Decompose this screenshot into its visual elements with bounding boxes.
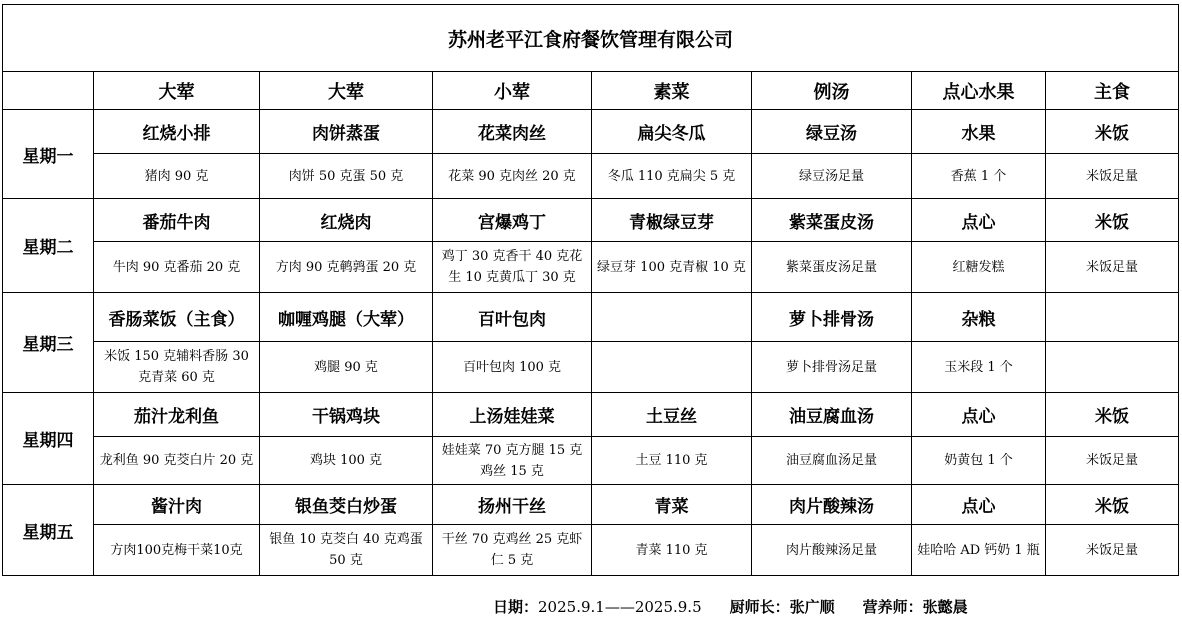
- ingredient-cell: 红糖发糕: [912, 242, 1046, 293]
- dish-cell: 银鱼茭白炒蛋: [260, 485, 433, 525]
- ingredient-cell: 青菜 110 克: [592, 525, 752, 576]
- dish-cell: 青菜: [592, 485, 752, 525]
- ingredient-cell: [592, 342, 752, 393]
- menu-footer: [493, 596, 996, 617]
- dish-cell: 宫爆鸡丁: [433, 199, 592, 242]
- ingredient-cell: 米饭足量: [1046, 525, 1179, 576]
- nutritionist-info: 营养师：张懿晨: [862, 598, 968, 616]
- dish-cell: 上汤娃娃菜: [433, 393, 592, 437]
- ingredient-cell: 牛肉 90 克番茄 20 克: [94, 242, 260, 293]
- dish-cell: 萝卜排骨汤: [752, 293, 912, 342]
- day-label: 星期五: [3, 485, 94, 576]
- dish-cell: 点心: [912, 485, 1046, 525]
- dish-cell: 百叶包肉: [433, 293, 592, 342]
- ingredient-cell: 油豆腐血汤足量: [752, 437, 912, 485]
- dish-cell: 肉片酸辣汤: [752, 485, 912, 525]
- day-label: 星期四: [3, 393, 94, 485]
- dish-cell: 番茄牛肉: [94, 199, 260, 242]
- dish-cell: 土豆丝: [592, 393, 752, 437]
- ingredient-cell: 百叶包肉 100 克: [433, 342, 592, 393]
- dish-cell: 咖喱鸡腿（大荤）: [260, 293, 433, 342]
- ingredient-cell: 干丝 70 克鸡丝 25 克虾仁 5 克: [433, 525, 592, 576]
- dish-cell: 杂粮: [912, 293, 1046, 342]
- dish-cell: 花菜肉丝: [433, 110, 592, 154]
- column-header: 大荤: [260, 72, 433, 110]
- ingredient-cell: 肉片酸辣汤足量: [752, 525, 912, 576]
- day-label: 星期一: [3, 110, 94, 199]
- weekly-menu-table: [2, 4, 1179, 576]
- header-corner: [3, 72, 94, 110]
- ingredient-cell: 米饭足量: [1046, 154, 1179, 199]
- day-ingredient-row: [3, 342, 1179, 393]
- ingredient-cell: 米饭足量: [1046, 437, 1179, 485]
- ingredient-cell: 鸡腿 90 克: [260, 342, 433, 393]
- date-value: 2025.9.1——2025.9.5: [538, 598, 702, 616]
- menu-title: 苏州老平江食府餐饮管理有限公司: [3, 5, 1179, 72]
- ingredient-cell: 紫菜蛋皮汤足量: [752, 242, 912, 293]
- ingredient-cell: 肉饼 50 克蛋 50 克: [260, 154, 433, 199]
- ingredient-cell: 玉米段 1 个: [912, 342, 1046, 393]
- day-label: 星期二: [3, 199, 94, 293]
- dish-cell: 扬州干丝: [433, 485, 592, 525]
- ingredient-cell: 猪肉 90 克: [94, 154, 260, 199]
- dish-cell: 青椒绿豆芽: [592, 199, 752, 242]
- dish-cell: 绿豆汤: [752, 110, 912, 154]
- column-header: 小荤: [433, 72, 592, 110]
- dish-cell: 水果: [912, 110, 1046, 154]
- ingredient-cell: [1046, 342, 1179, 393]
- chef-info: 厨师长：张广顺: [729, 598, 835, 616]
- day-ingredient-row: [3, 525, 1179, 576]
- dish-cell: 米饭: [1046, 110, 1179, 154]
- dish-cell: 米饭: [1046, 485, 1179, 525]
- ingredient-cell: 花菜 90 克肉丝 20 克: [433, 154, 592, 199]
- column-header: 主食: [1046, 72, 1179, 110]
- ingredient-cell: 绿豆芽 100 克青椒 10 克: [592, 242, 752, 293]
- ingredient-cell: 奶黄包 1 个: [912, 437, 1046, 485]
- ingredient-cell: 萝卜排骨汤足量: [752, 342, 912, 393]
- day-dish-row: [3, 393, 1179, 437]
- ingredient-cell: 方肉 90 克鹌鹑蛋 20 克: [260, 242, 433, 293]
- ingredient-cell: 米饭足量: [1046, 242, 1179, 293]
- day-label: 星期三: [3, 293, 94, 393]
- day-ingredient-row: [3, 154, 1179, 199]
- ingredient-cell: 土豆 110 克: [592, 437, 752, 485]
- ingredient-cell: 银鱼 10 克茭白 40 克鸡蛋 50 克: [260, 525, 433, 576]
- day-dish-row: [3, 293, 1179, 342]
- column-header: 大荤: [94, 72, 260, 110]
- dish-cell: 油豆腐血汤: [752, 393, 912, 437]
- day-dish-row: [3, 110, 1179, 154]
- dish-cell: 干锅鸡块: [260, 393, 433, 437]
- ingredient-cell: 鸡块 100 克: [260, 437, 433, 485]
- dish-cell: 红烧肉: [260, 199, 433, 242]
- day-ingredient-row: [3, 242, 1179, 293]
- column-header: 例汤: [752, 72, 912, 110]
- ingredient-cell: 娃娃菜 70 克方腿 15 克鸡丝 15 克: [433, 437, 592, 485]
- dish-cell: 米饭: [1046, 393, 1179, 437]
- column-header: 点心水果: [912, 72, 1046, 110]
- dish-cell: 紫菜蛋皮汤: [752, 199, 912, 242]
- dish-cell: 酱汁肉: [94, 485, 260, 525]
- column-header: 素菜: [592, 72, 752, 110]
- dish-cell: 肉饼蒸蛋: [260, 110, 433, 154]
- ingredient-cell: 香蕉 1 个: [912, 154, 1046, 199]
- dish-cell: 茄汁龙利鱼: [94, 393, 260, 437]
- dish-cell: 米饭: [1046, 199, 1179, 242]
- date-info: [493, 598, 702, 616]
- dish-cell: 扁尖冬瓜: [592, 110, 752, 154]
- ingredient-cell: 绿豆汤足量: [752, 154, 912, 199]
- dish-cell: [592, 293, 752, 342]
- dish-cell: 点心: [912, 393, 1046, 437]
- day-dish-row: [3, 199, 1179, 242]
- dish-cell: 点心: [912, 199, 1046, 242]
- dish-cell: [1046, 293, 1179, 342]
- dish-cell: 红烧小排: [94, 110, 260, 154]
- date-label: 日期：: [493, 598, 539, 616]
- ingredient-cell: 冬瓜 110 克扁尖 5 克: [592, 154, 752, 199]
- ingredient-cell: 米饭 150 克辅料香肠 30 克青菜 60 克: [94, 342, 260, 393]
- dish-cell: 香肠菜饭（主食）: [94, 293, 260, 342]
- ingredient-cell: 鸡丁 30 克香干 40 克花生 10 克黄瓜丁 30 克: [433, 242, 592, 293]
- ingredient-cell: 龙利鱼 90 克茭白片 20 克: [94, 437, 260, 485]
- day-dish-row: [3, 485, 1179, 525]
- day-ingredient-row: [3, 437, 1179, 485]
- ingredient-cell: 娃哈哈 AD 钙奶 1 瓶: [912, 525, 1046, 576]
- ingredient-cell: 方肉100克梅干菜10克: [94, 525, 260, 576]
